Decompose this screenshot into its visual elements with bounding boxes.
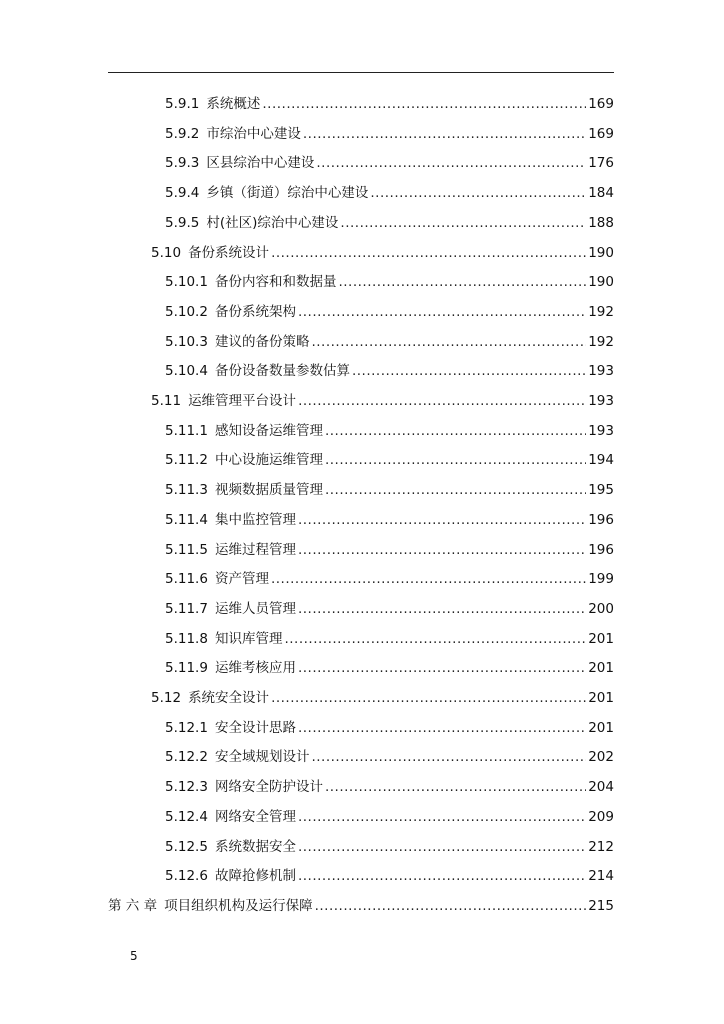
toc-entry-title: 乡镇（街道）综治中心建设 xyxy=(206,185,369,202)
toc-entry-title: 备份设备数量参数估算 xyxy=(214,363,350,380)
toc-entry-number: 5.10 xyxy=(151,244,182,261)
toc-entry-number: 5.12.4 xyxy=(165,808,208,825)
toc-entry[interactable] xyxy=(165,419,614,439)
toc-entry[interactable] xyxy=(165,716,614,736)
toc-entry-number: 5.9.2 xyxy=(165,125,200,142)
toc-entry-number: 5.11.4 xyxy=(165,511,208,528)
toc-entry-page: 200 xyxy=(588,600,614,617)
toc-entry-number: 5.12.3 xyxy=(165,779,208,796)
toc-entry-page: 201 xyxy=(588,630,614,647)
toc-entry-number: 5.11 xyxy=(151,393,182,409)
toc-entry-title: 运维管理平台设计 xyxy=(188,393,297,409)
toc-entry[interactable] xyxy=(151,241,614,261)
toc-entry[interactable] xyxy=(165,151,614,171)
toc-entry-number: 5.11.7 xyxy=(165,600,208,617)
toc-entry[interactable] xyxy=(151,389,614,409)
toc-entry-title: 安全设计思路 xyxy=(214,719,296,736)
toc-entry-title: 运维考核应用 xyxy=(214,660,296,677)
toc-entry-number: 5.11.1 xyxy=(165,422,208,439)
toc-entry-page: 188 xyxy=(588,214,614,231)
toc-dot-leader xyxy=(298,542,586,558)
toc-entry-title: 备份系统设计 xyxy=(188,244,270,261)
toc-entry-title: 运维人员管理 xyxy=(214,600,296,617)
toc-entry-title: 集中监控管理 xyxy=(214,511,296,528)
toc-entry-page: 190 xyxy=(588,274,614,291)
toc-dot-leader xyxy=(298,601,586,617)
toc-entry[interactable] xyxy=(165,448,614,468)
toc-entry[interactable] xyxy=(165,211,614,231)
toc-entry[interactable] xyxy=(165,835,614,855)
toc-entry[interactable] xyxy=(165,656,614,676)
toc-entry-page: 201 xyxy=(588,660,614,677)
toc-entry-title: 网络安全防护设计 xyxy=(214,779,323,796)
toc-entry-title: 运维过程管理 xyxy=(214,541,296,558)
toc-dot-leader xyxy=(271,690,586,706)
toc-entry-number: 5.12.5 xyxy=(165,838,208,855)
toc-entry-page: 202 xyxy=(588,749,614,766)
toc-entry[interactable] xyxy=(165,181,614,201)
toc-entry-number: 5.11.8 xyxy=(165,630,208,647)
toc-dot-leader xyxy=(298,393,586,409)
toc-entry-page: 209 xyxy=(588,808,614,825)
toc-entry[interactable] xyxy=(165,330,614,350)
toc-dot-leader xyxy=(298,304,586,320)
toc-entry-page: 169 xyxy=(588,125,614,142)
toc-entry-number: 5.9.1 xyxy=(165,96,200,112)
toc-dot-leader xyxy=(352,363,586,379)
toc-dot-leader xyxy=(311,749,586,765)
toc-entry-number: 5.12 xyxy=(151,690,182,706)
toc-entry[interactable] xyxy=(165,538,614,558)
toc-entry-number: 5.11.6 xyxy=(165,571,208,588)
toc-entry-number: 5.10.1 xyxy=(165,274,208,291)
toc-dot-leader xyxy=(316,155,586,171)
toc-dot-leader xyxy=(271,571,586,587)
toc-dot-leader xyxy=(311,334,586,350)
toc-entry-page: 193 xyxy=(588,422,614,439)
toc-entry-title: 安全域规划设计 xyxy=(214,749,310,766)
toc-dot-leader xyxy=(303,126,586,142)
toc-entry[interactable] xyxy=(165,300,614,320)
toc-entry-number: 5.11.9 xyxy=(165,660,208,677)
toc-entry[interactable] xyxy=(151,686,614,706)
toc-entry[interactable] xyxy=(165,478,614,498)
toc-entry-title: 市综治中心建设 xyxy=(206,125,301,142)
toc-entry-number: 5.12.1 xyxy=(165,719,208,736)
toc-entry[interactable] xyxy=(165,508,614,528)
toc-entry-number: 5.11.5 xyxy=(165,541,208,558)
toc-dot-leader xyxy=(340,215,586,231)
toc-entry-title: 中心设施运维管理 xyxy=(214,452,323,469)
toc-entry-title: 感知设备运维管理 xyxy=(214,422,323,439)
toc-dot-leader xyxy=(315,898,587,914)
toc-entry-title: 系统概述 xyxy=(206,96,261,112)
toc-entry-page: 192 xyxy=(588,303,614,320)
toc-entry-page: 176 xyxy=(588,155,614,172)
toc-entry-page: 193 xyxy=(588,363,614,380)
toc-entry-title: 系统安全设计 xyxy=(188,690,270,706)
toc-dot-leader xyxy=(338,274,586,290)
toc-entry-page: 201 xyxy=(588,690,614,706)
toc-entry[interactable] xyxy=(165,359,614,379)
toc-entry-number: 5.12.6 xyxy=(165,868,208,885)
toc-entry-title: 村(社区)综治中心建设 xyxy=(206,214,339,231)
toc-entry-title: 备份系统架构 xyxy=(214,303,296,320)
toc-entry[interactable] xyxy=(165,122,614,142)
toc-entry-page: 204 xyxy=(588,779,614,796)
toc-entry-title: 项目组织机构及运行保障 xyxy=(164,897,313,914)
toc-entry-number: 5.11.3 xyxy=(165,482,208,499)
toc-entry-number: 5.10.2 xyxy=(165,303,208,320)
toc-entry-title: 知识库管理 xyxy=(214,630,283,647)
toc-entry[interactable] xyxy=(165,745,614,765)
toc-entry-page: 215 xyxy=(588,897,614,914)
toc-entry-title: 网络安全管理 xyxy=(214,808,296,825)
toc-entry-title: 备份内容和和数据量 xyxy=(214,274,337,291)
toc-entry[interactable] xyxy=(108,894,614,914)
toc-entry[interactable] xyxy=(165,864,614,884)
toc-entry-title: 建议的备份策略 xyxy=(214,333,310,350)
toc-dot-leader xyxy=(271,245,586,261)
toc-entry-title: 故障抢修机制 xyxy=(214,868,296,885)
page-number: 5 xyxy=(130,949,138,963)
toc-entry-page: 169 xyxy=(588,96,614,112)
toc-entry-number: 5.10.4 xyxy=(165,363,208,380)
toc-entry[interactable] xyxy=(165,775,614,795)
toc-entry[interactable] xyxy=(165,627,614,647)
toc-entry-title: 系统数据安全 xyxy=(214,838,296,855)
toc-entry-page: 196 xyxy=(588,541,614,558)
toc-entry-page: 184 xyxy=(588,185,614,202)
toc-entry[interactable] xyxy=(165,92,614,112)
toc-entry-page: 212 xyxy=(588,838,614,855)
toc-entry-page: 196 xyxy=(588,511,614,528)
toc-entry[interactable] xyxy=(165,270,614,290)
toc-entry-page: 190 xyxy=(588,244,614,261)
toc-entry[interactable] xyxy=(165,805,614,825)
toc-entry-page: 195 xyxy=(588,482,614,499)
toc-entry-page: 199 xyxy=(588,571,614,588)
toc-entry-page: 192 xyxy=(588,333,614,350)
toc-dot-leader xyxy=(298,839,586,855)
header-rule xyxy=(108,72,614,73)
toc-dot-leader xyxy=(298,868,586,884)
toc-entry-number: 5.10.3 xyxy=(165,333,208,350)
toc-dot-leader xyxy=(298,512,586,528)
toc-entry-page: 194 xyxy=(588,452,614,469)
toc-dot-leader xyxy=(325,779,586,795)
toc-dot-leader xyxy=(370,185,586,201)
toc-entry[interactable] xyxy=(165,567,614,587)
toc-dot-leader xyxy=(262,96,586,112)
toc-entry-title: 区县综治中心建设 xyxy=(206,155,315,172)
toc-dot-leader xyxy=(325,482,586,498)
toc-entry-title: 资产管理 xyxy=(214,571,269,588)
toc-dot-leader xyxy=(298,720,586,736)
toc-entry[interactable] xyxy=(165,597,614,617)
toc-entry-number: 5.12.2 xyxy=(165,749,208,766)
toc-dot-leader xyxy=(298,809,586,825)
toc-dot-leader xyxy=(298,660,586,676)
toc-entry-number: 5.9.4 xyxy=(165,185,200,202)
toc-dot-leader xyxy=(325,423,586,439)
toc-dot-leader xyxy=(284,631,586,647)
toc-entry-title: 视频数据质量管理 xyxy=(214,482,323,499)
toc-entry-page: 193 xyxy=(588,393,614,409)
toc-entry-page: 214 xyxy=(588,868,614,885)
toc-entry-number: 5.9.3 xyxy=(165,155,200,172)
toc-entry-number: 第 六 章 xyxy=(108,897,158,914)
toc-entry-number: 5.9.5 xyxy=(165,214,200,231)
toc-entry-page: 201 xyxy=(588,719,614,736)
toc-entry-number: 5.11.2 xyxy=(165,452,208,469)
toc-dot-leader xyxy=(325,452,586,468)
